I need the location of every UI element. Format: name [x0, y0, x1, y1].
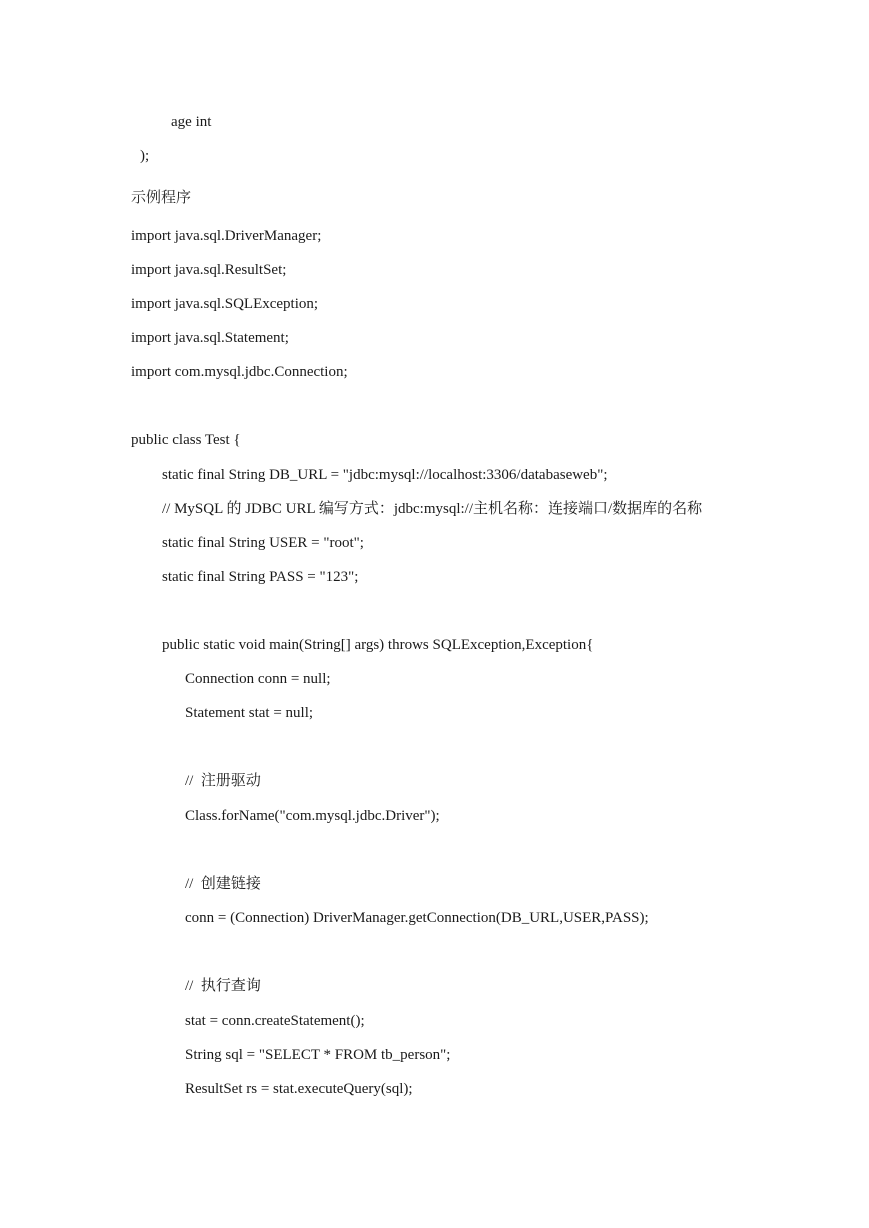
section-heading: 示例程序	[131, 188, 192, 206]
import-line: import java.sql.ResultSet;	[131, 262, 287, 278]
code-line: String sql = "SELECT * FROM tb_person";	[185, 1047, 451, 1063]
code-line: Connection conn = null;	[185, 671, 331, 687]
import-line: import java.sql.Statement;	[131, 330, 289, 346]
field-pass: static final String PASS = "123";	[162, 569, 359, 585]
code-line: stat = conn.createStatement();	[185, 1013, 365, 1029]
field-db-url: static final String DB_URL = "jdbc:mysql://localhost:3306/databaseweb";	[162, 467, 608, 483]
code-comment: // 执行查询	[185, 978, 261, 994]
import-line: import com.mysql.jdbc.Connection;	[131, 364, 348, 380]
code-line: conn = (Connection) DriverManager.getConnection(DB_URL,USER,PASS);	[185, 910, 649, 926]
code-comment: // 创建链接	[185, 876, 261, 892]
code-line: Class.forName("com.mysql.jdbc.Driver");	[185, 808, 440, 824]
code-line: ResultSet rs = stat.executeQuery(sql);	[185, 1081, 413, 1097]
sql-line-close: );	[140, 148, 150, 164]
import-line: import java.sql.SQLException;	[131, 296, 319, 312]
code-comment: // 注册驱动	[185, 773, 261, 789]
field-comment: // MySQL 的 JDBC URL 编写方式：jdbc:mysql://主机名称：连接端口/数据库的名称	[162, 501, 703, 517]
field-user: static final String USER = "root";	[162, 535, 364, 551]
code-line: Statement stat = null;	[185, 705, 314, 721]
sql-line-age: age int	[171, 114, 212, 130]
main-declaration: public static void main(String[] args) throws SQLException,Exception{	[162, 637, 594, 653]
import-line: import java.sql.DriverManager;	[131, 228, 322, 244]
class-declaration: public class Test {	[131, 432, 241, 448]
